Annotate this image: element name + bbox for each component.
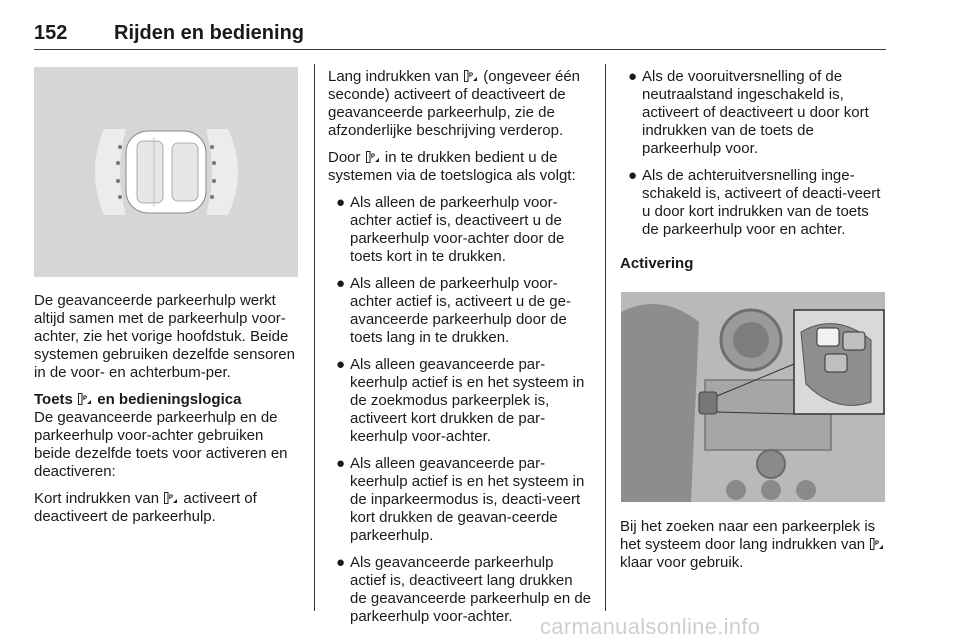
list-item: ● Als alleen de parkeerhulp voor-achter actief is, activeert u de ge-avanceerde parkeerhulp door de toets lang in te drukken. [336, 275, 571, 346]
bullet-icon: ● [628, 68, 638, 85]
column-2 [328, 68, 592, 635]
car-top-view-image [34, 67, 298, 277]
bullet-icon: ● [336, 275, 346, 292]
column-3 [620, 68, 886, 273]
activation-paragraph: Bij het zoeken naar een parkeerplek is het systeem door lang indrukken van P klaar voor gebruik. [620, 518, 886, 572]
gear-logic-list [620, 68, 886, 239]
svg-text:P: P [370, 154, 375, 160]
header-divider [34, 49, 886, 50]
watermark: carmanualsonline.info [540, 614, 761, 639]
button-logic-paragraph: Door P in te drukken bedient u de systemen via de toetslogica als volgt: [328, 149, 576, 184]
park-assist-icon [164, 492, 178, 504]
list-item: ● Als alleen de parkeerhulp voor-achter actief is, deactiveert u de parkeerhulp voor-achter door de toets kort in te drukken. [336, 194, 565, 265]
list-item: ● Als de achteruitversnelling inge-schakeld is, activeert of deacti-veert u door kort indrukken van de toets de parkeerhulp voor en achter. [628, 167, 881, 238]
svg-text:P: P [169, 495, 174, 501]
park-assist-icon [366, 151, 380, 163]
park-assist-icon [464, 70, 478, 82]
long-press-paragraph: Lang indrukken van P (ongeveer één seconde) activeert of deactiveert de geavanceerde parkeerhulp, zie de afzonderlijke beschrijving verderop. [328, 68, 581, 139]
svg-text:P: P [469, 73, 474, 79]
bullet-icon: ● [336, 194, 346, 211]
activation-text [620, 518, 886, 581]
dashboard-button-photo [621, 292, 885, 502]
bullet-icon: ● [628, 167, 638, 184]
column-divider-1 [314, 64, 315, 611]
park-assist-icon [78, 393, 92, 405]
intro-paragraph: De geavanceerde parkeerhulp werkt altijd samen met de parkeerhulp voor-achter, zie het vorige hoofdstuk. Beide systemen gebruiken dezelfde sensoren in de voor- en achterbum-per. [34, 292, 295, 381]
chapter-title: Rijden en bediening [114, 22, 305, 44]
list-item: ● Als geavanceerde parkeerhulp actief is, deactiveert lang drukken de geavanceerde parkeerhulp en de parkeerhulp voor-achter. [336, 554, 592, 625]
page-header [34, 22, 886, 50]
bullet-icon: ● [336, 554, 346, 571]
column-divider-2 [605, 64, 606, 611]
parking-sensor-illustration [34, 67, 298, 277]
list-item: ● Als alleen geavanceerde par-keerhulp actief is en het systeem in de zoekmodus parkeerplek is, activeert kort drukken de par-keerhulp voor-achter. [336, 356, 585, 445]
list-item: ● Als de vooruitversnelling of de neutraalstand ingeschakeld is, activeert of deactiveert u door kort indrukken van de toets de parkeerhulp voor. [628, 68, 869, 157]
button-logic-list [328, 194, 592, 626]
dashboard-image [621, 292, 885, 502]
bullet-icon: ● [336, 356, 346, 373]
park-assist-icon [870, 538, 884, 550]
bullet-icon: ● [336, 455, 346, 472]
shared-button-paragraph: De geavanceerde parkeerhulp en de parkeerhulp voor-achter gebruiken beide dezelfde toets voor activeren en deactiveren: [34, 409, 288, 480]
page-number: 152 [34, 22, 68, 44]
button-logic-heading: Toets P en bedieningslogica [34, 391, 242, 408]
activation-heading: Activering [620, 255, 694, 272]
column-1 [34, 292, 302, 535]
list-item: ● Als alleen geavanceerde par-keerhulp actief is en het systeem in de inparkeermodus is, deacti-veert kort drukken de geavan-ceerde parkeerhulp. [336, 455, 585, 544]
svg-text:P: P [875, 541, 880, 547]
svg-text:P: P [83, 396, 88, 402]
short-press-paragraph: Kort indrukken van P activeert of deactiveert de parkeerhulp. [34, 490, 257, 525]
